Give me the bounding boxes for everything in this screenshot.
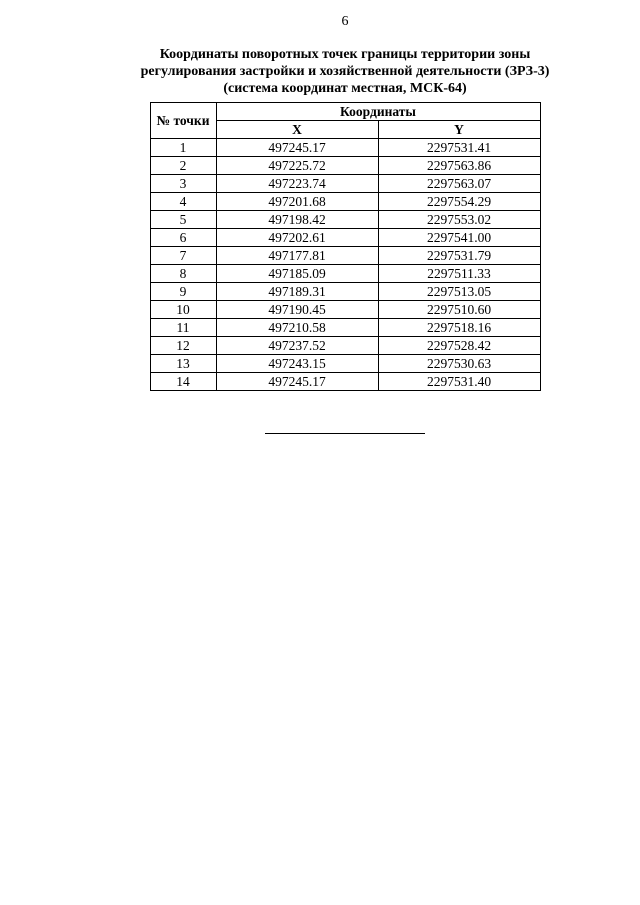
coord-y-cell: 2297531.41 [378, 139, 540, 157]
coord-y-cell: 2297563.86 [378, 157, 540, 175]
coord-x-cell: 497190.45 [216, 301, 378, 319]
coord-y-cell: 2297530.63 [378, 355, 540, 373]
table-row [150, 193, 540, 211]
point-number-cell: 5 [150, 211, 216, 229]
table-row [150, 355, 540, 373]
coord-x-cell: 497225.72 [216, 157, 378, 175]
table-row [150, 247, 540, 265]
coordinates-table [150, 102, 541, 391]
coord-y-cell: 2297513.05 [378, 283, 540, 301]
coord-y-cell: 2297531.79 [378, 247, 540, 265]
table-row [150, 211, 540, 229]
column-header-coordinates: Координаты [216, 103, 540, 121]
coord-y-cell: 2297528.42 [378, 337, 540, 355]
coord-x-cell: 497210.58 [216, 319, 378, 337]
column-header-y: Y [378, 121, 540, 139]
coord-y-cell: 2297553.02 [378, 211, 540, 229]
table-row [150, 373, 540, 391]
point-number-cell: 6 [150, 229, 216, 247]
coord-y-cell: 2297531.40 [378, 373, 540, 391]
point-number-cell: 12 [150, 337, 216, 355]
point-number-cell: 2 [150, 157, 216, 175]
footnote-divider [265, 433, 425, 434]
point-number-cell: 3 [150, 175, 216, 193]
table-row [150, 175, 540, 193]
coord-x-cell: 497185.09 [216, 265, 378, 283]
column-header-x: X [216, 121, 378, 139]
coord-x-cell: 497245.17 [216, 373, 378, 391]
table-row [150, 283, 540, 301]
point-number-cell: 14 [150, 373, 216, 391]
coord-y-cell: 2297554.29 [378, 193, 540, 211]
coord-x-cell: 497223.74 [216, 175, 378, 193]
title-line-1: Координаты поворотных точек границы территории зоны [159, 47, 531, 62]
point-number-cell: 11 [150, 319, 216, 337]
header-row-1 [150, 103, 540, 121]
document-title [50, 46, 640, 97]
coord-y-cell: 2297510.60 [378, 301, 540, 319]
coord-y-cell: 2297511.33 [378, 265, 540, 283]
coord-x-cell: 497243.15 [216, 355, 378, 373]
coord-x-cell: 497245.17 [216, 139, 378, 157]
point-number-cell: 13 [150, 355, 216, 373]
table-row [150, 265, 540, 283]
title-line-2: регулирования застройки и хозяйственной деятельности (ЗРЗ-3) [140, 64, 550, 79]
coord-x-cell: 497202.61 [216, 229, 378, 247]
coordinates-table-header [150, 103, 540, 139]
page-content [50, 0, 640, 434]
coord-x-cell: 497177.81 [216, 247, 378, 265]
table-row [150, 337, 540, 355]
table-row [150, 301, 540, 319]
coord-x-cell: 497198.42 [216, 211, 378, 229]
coord-x-cell: 497237.52 [216, 337, 378, 355]
point-number-cell: 10 [150, 301, 216, 319]
point-number-cell: 1 [150, 139, 216, 157]
table-row [150, 157, 540, 175]
coord-y-cell: 2297518.16 [378, 319, 540, 337]
page-number: 6 [341, 14, 349, 29]
column-header-point-number: № точки [150, 103, 216, 139]
point-number-cell: 9 [150, 283, 216, 301]
table-row [150, 229, 540, 247]
table-row [150, 319, 540, 337]
point-number-cell: 8 [150, 265, 216, 283]
coords-table-body [150, 139, 540, 391]
coord-y-cell: 2297563.07 [378, 175, 540, 193]
point-number-cell: 4 [150, 193, 216, 211]
table-row [150, 139, 540, 157]
title-line-3: (система координат местная, МСК-64) [223, 81, 467, 96]
point-number-cell: 7 [150, 247, 216, 265]
coord-x-cell: 497201.68 [216, 193, 378, 211]
coord-y-cell: 2297541.00 [378, 229, 540, 247]
coord-x-cell: 497189.31 [216, 283, 378, 301]
